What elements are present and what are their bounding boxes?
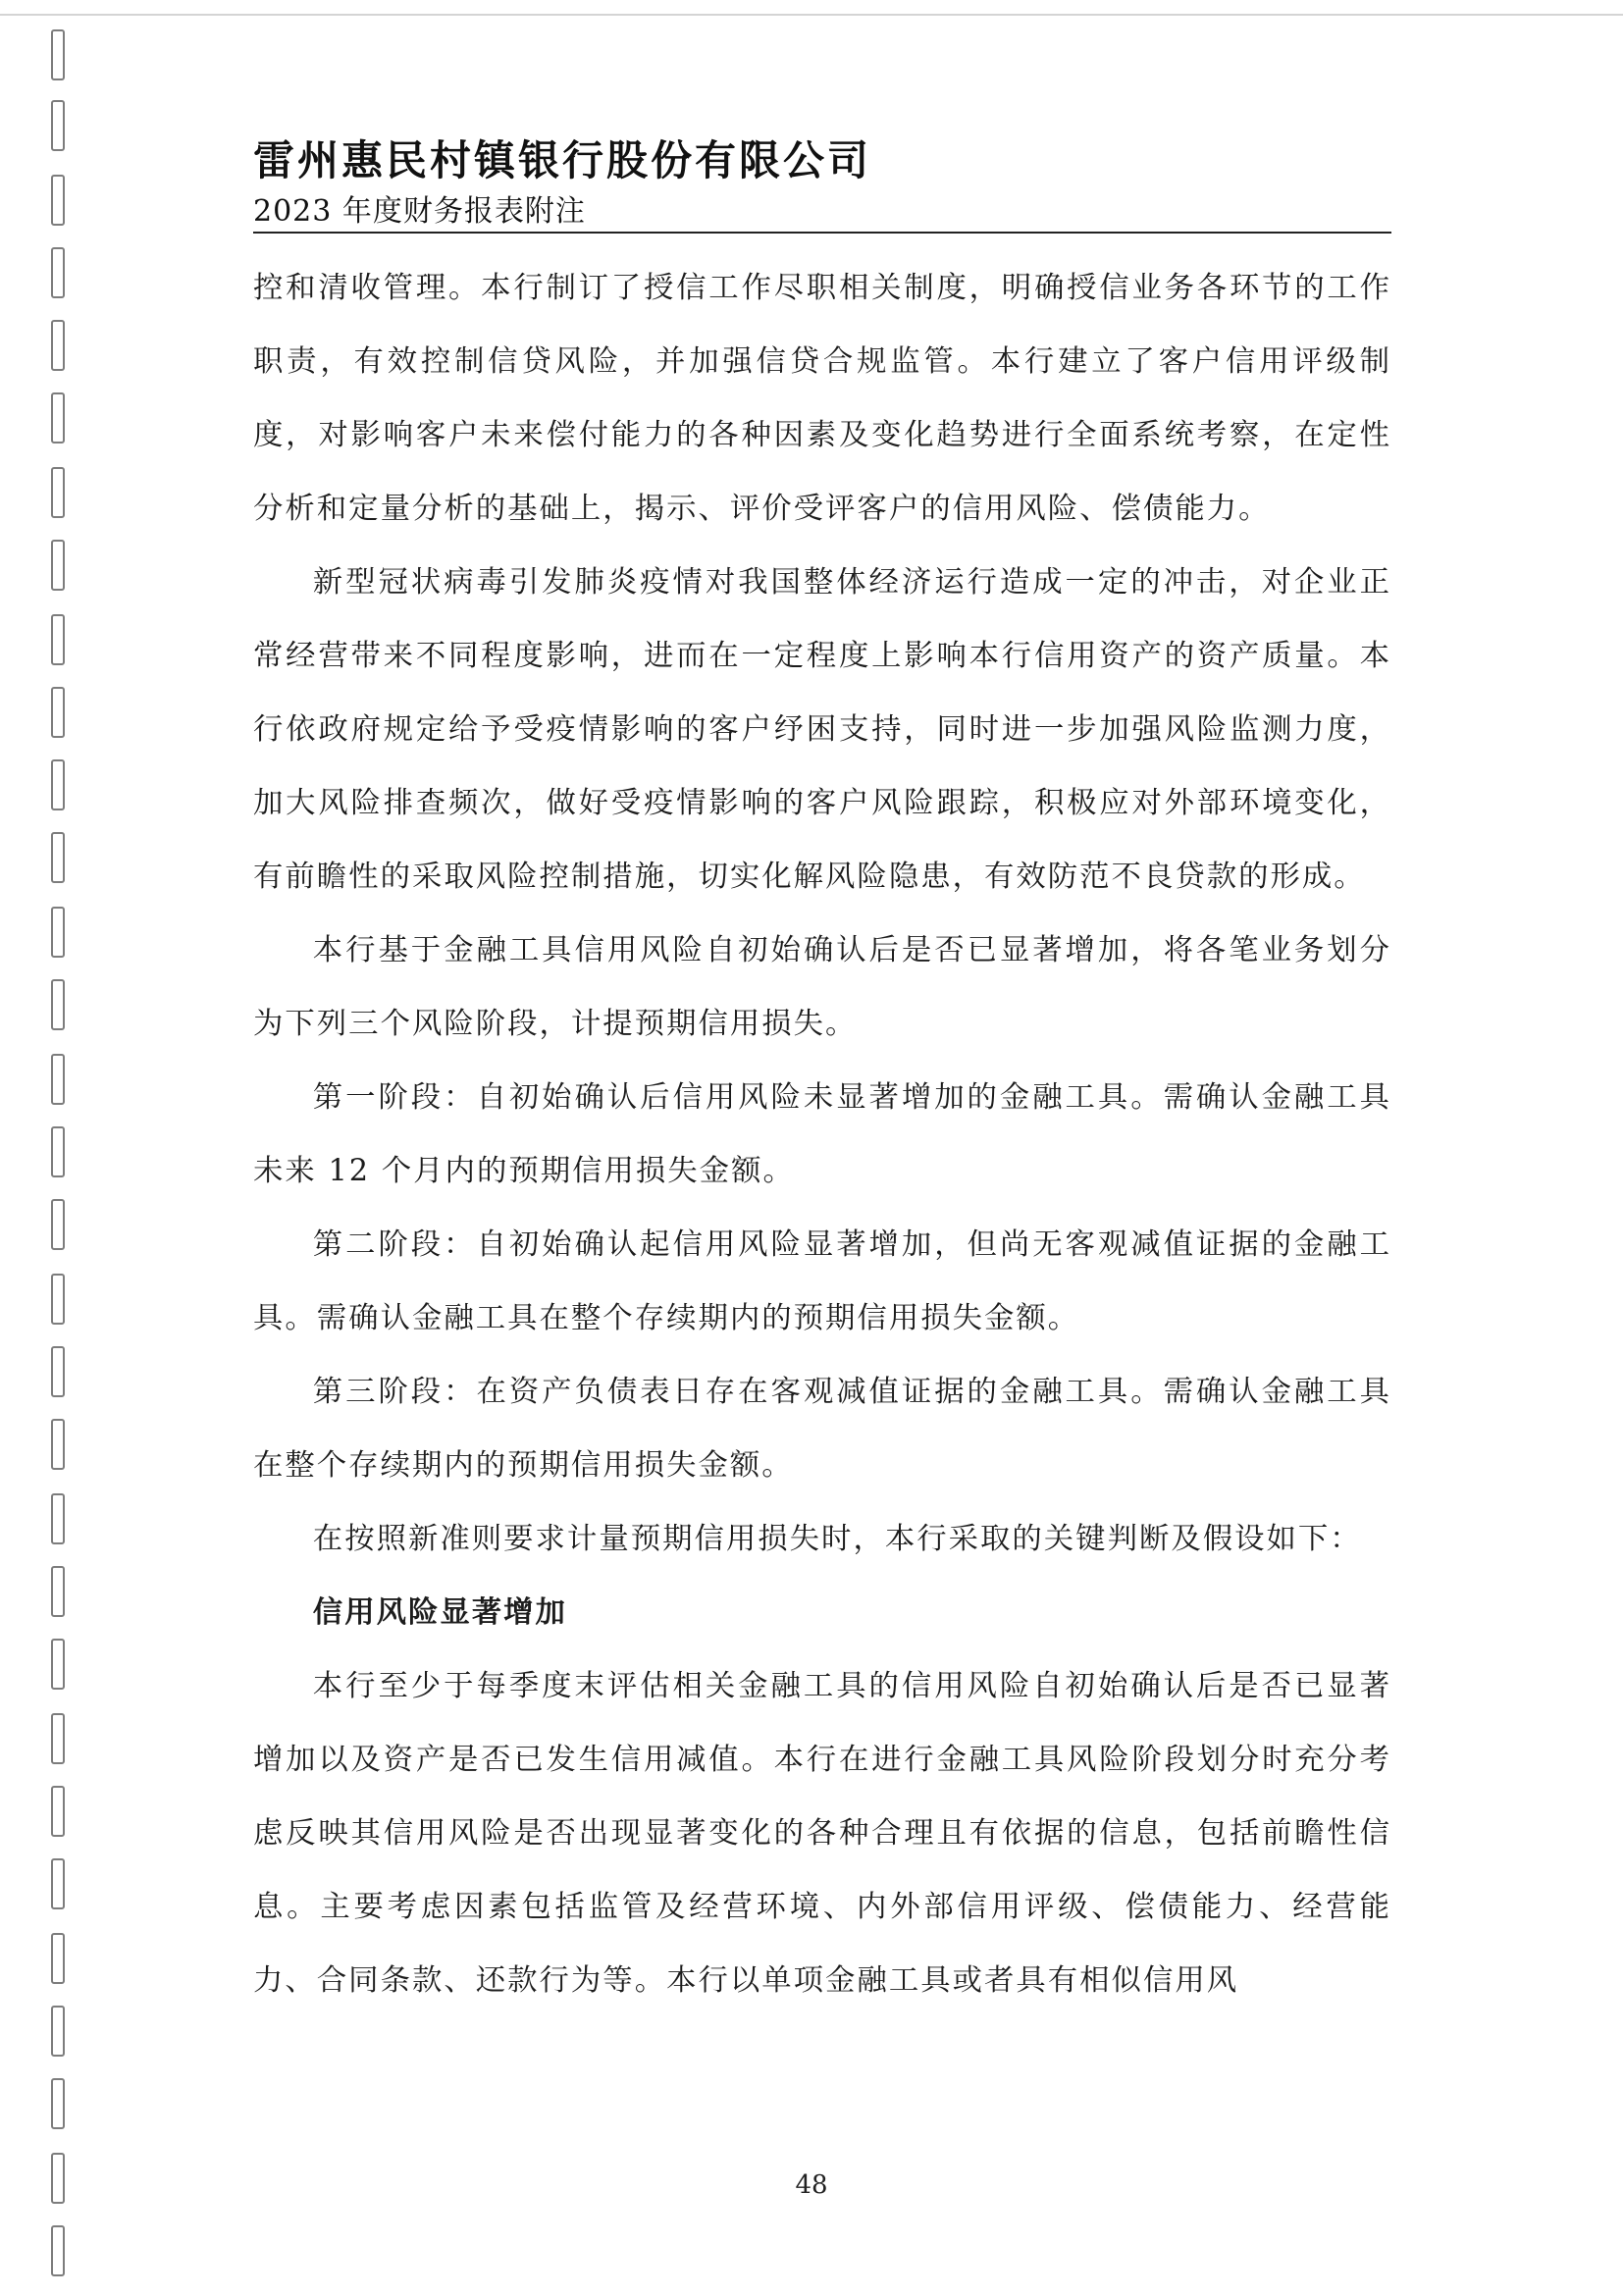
section-heading: 信用风险显著增加: [312, 1594, 567, 1630]
paragraph: 第三阶段：在资产负债表日存在客观减值证据的金融工具。需确认金融工具在整个存续期内的预期信用损失金额。: [253, 1375, 1391, 1483]
company-name: 雷州惠民村镇银行股份有限公司: [253, 136, 872, 184]
page-number: 48: [795, 2170, 828, 2200]
binding-holes: [43, 29, 73, 2286]
paragraph: 控和清收管理。本行制订了授信工作尽职相关制度，明确授信业务各环节的工作职责，有效控制信贷风险，并加强信贷合规监管。本行建立了客户信用评级制度，对影响客户未来偿付能力的各种因素及变化趋势进行全面系统考察，在定性分析和定量分析的基础上，揭示、评价受评客户的信用风险、偿债能力。: [253, 271, 1391, 526]
header-divider: [253, 232, 1391, 234]
paragraph: 新型冠状病毒引发肺炎疫情对我国整体经济运行造成一定的冲击，对企业正常经营带来不同程度影响，进而在一定程度上影响本行信用资产的资产质量。本行依政府规定给予受疫情影响的客户纾困支持，同时进一步加强风险监测力度，加大风险排查频次，做好受疫情影响的客户风险跟踪，积极应对外部环境变化，有前瞻性的采取风险控制措施，切实化解风险隐患，有效防范不良贷款的形成。: [253, 565, 1391, 894]
paragraph: 第二阶段：自初始确认起信用风险显著增加，但尚无客观减值证据的金融工具。需确认金融工具在整个存续期内的预期信用损失金额。: [253, 1227, 1391, 1335]
paragraph: 第一阶段：自初始确认后信用风险未显著增加的金融工具。需确认金融工具未来 12 个月内的预期信用损失金额。: [253, 1080, 1391, 1188]
body-text: [253, 251, 1391, 2017]
report-title: 2023 年度财务报表附注: [253, 194, 586, 229]
paragraph: 在按照新准则要求计量预期信用损失时，本行采取的关键判断及假设如下：: [312, 1522, 1362, 1556]
paragraph: 本行至少于每季度末评估相关金融工具的信用风险自初始确认后是否已显著增加以及资产是否已发生信用减值。本行在进行金融工具风险阶段划分时充分考虑反映其信用风险是否出现显著变化的各种合理且有依据的信息，包括前瞻性信息。主要考虑因素包括监管及经营环境、内外部信用评级、偿债能力、经营能力、合同条款、还款行为等。本行以单项金融工具或者具有相似信用风: [253, 1669, 1391, 1998]
paragraph: 本行基于金融工具信用风险自初始确认后是否已显著增加，将各笔业务划分为下列三个风险阶段，计提预期信用损失。: [253, 933, 1391, 1041]
page-header: [253, 135, 1391, 234]
scan-top-edge: [0, 14, 1623, 16]
